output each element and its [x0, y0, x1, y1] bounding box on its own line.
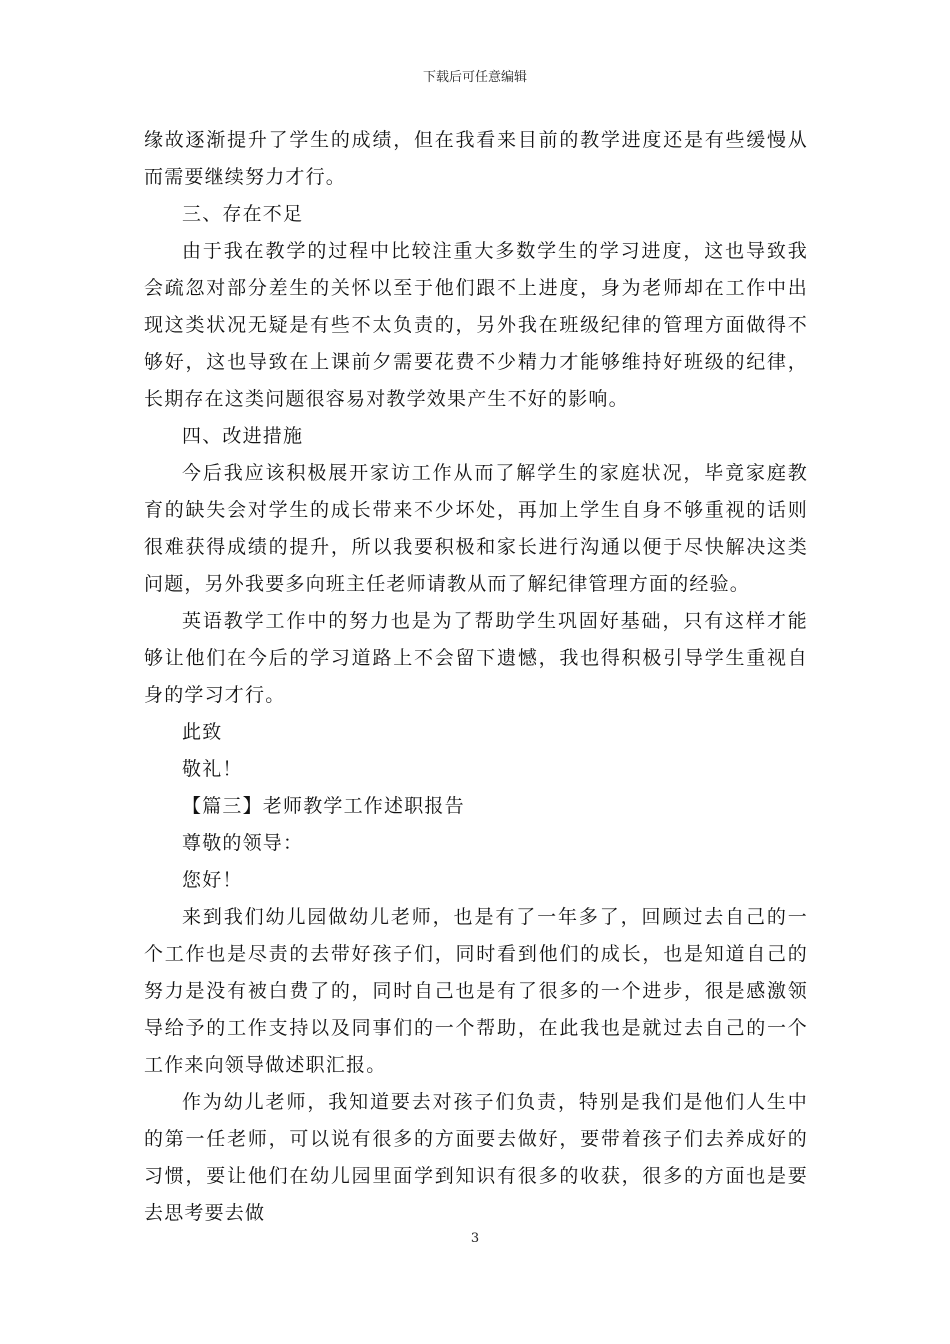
- paragraph: 英语教学工作中的努力也是为了帮助学生巩固好基础，只有这样才能够让他们在今后的学习道路上不会留下遗憾，我也得积极引导学生重视自身的学习才行。: [144, 610, 808, 706]
- paragraph: 尊敬的领导：: [182, 832, 304, 854]
- paragraph: 敬礼！: [182, 758, 243, 780]
- paragraph: 您好！: [182, 869, 243, 891]
- paragraph: 来到我们幼儿园做幼儿老师，也是有了一年多了，回顾过去自己的一个工作也是尽责的去带好孩子们，同时看到他们的成长，也是知道自己的努力是没有被白费了的，同时自己也是有了很多的一个进步，很是感激领导给予的工作支持以及同事们的一个帮助，在此我也是就过去自己的一个工作来向领导做述职汇报。: [144, 906, 808, 1076]
- paragraph: 【篇三】老师教学工作述职报告: [182, 795, 465, 817]
- paragraph: 作为幼儿老师，我知道要去对孩子们负责，特别是我们是他们人生中的第一任老师，可以说有很多的方面要去做好，要带着孩子们去养成好的习惯，要让他们在幼儿园里面学到知识有很多的收获，很多的方面也是要去思考要去做: [144, 1091, 808, 1224]
- paragraph: 此致: [182, 721, 223, 743]
- document-body: [144, 122, 808, 1232]
- paragraph: 四、改进措施: [182, 425, 304, 447]
- paragraph: 三、存在不足: [182, 203, 304, 225]
- page-header: 下载后可任意编辑: [422, 70, 527, 85]
- paragraph: 今后我应该积极展开家访工作从而了解学生的家庭状况，毕竟家庭教育的缺失会对学生的成长带来不少坏处，再加上学生自身不够重视的话则很难获得成绩的提升，所以我要积极和家长进行沟通以便于尽快解决这类问题，另外我要多向班主任老师请教从而了解纪律管理方面的经验。: [144, 462, 808, 595]
- page-number: 3: [470, 1231, 480, 1246]
- paragraph: 缘故逐渐提升了学生的成绩，但在我看来目前的教学进度还是有些缓慢从而需要继续努力才行。: [144, 129, 808, 188]
- paragraph: 由于我在教学的过程中比较注重大多数学生的学习进度，这也导致我会疏忽对部分差生的关怀以至于他们跟不上进度，身为老师却在工作中出现这类状况无疑是有些不太负责的，另外我在班级纪律的管理方面做得不够好，这也导致在上课前夕需要花费不少精力才能够维持好班级的纪律，长期存在这类问题很容易对教学效果产生不好的影响。: [144, 240, 808, 410]
